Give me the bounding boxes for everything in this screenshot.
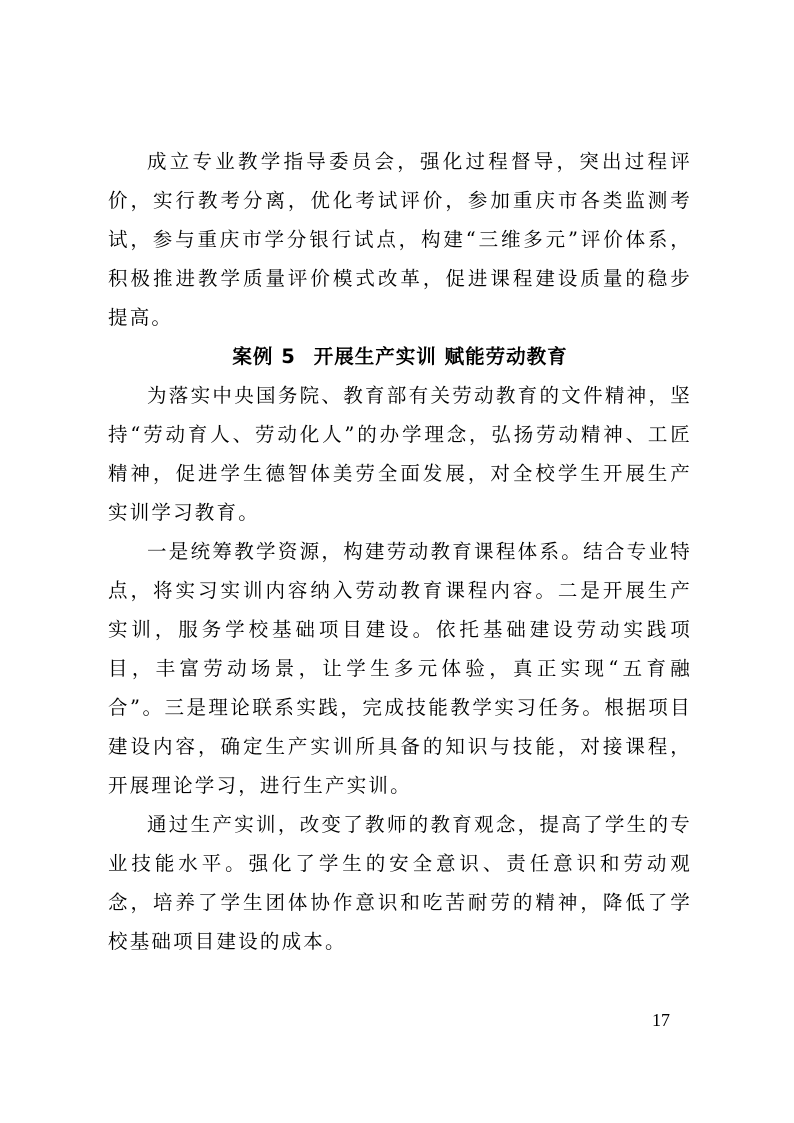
paragraph-intro: 为落实中央国务院、教育部有关劳动教育的文件精神，坚持“劳动育人、劳动化人”的办学理念，弘扬劳动精神、工匠精神，促进学生德智体美劳全面发展，对全校学生开展生产实训学习教育。: [108, 384, 692, 524]
case-title-part2: 赋能劳动教育: [444, 345, 568, 368]
page-number: 17: [652, 1010, 670, 1030]
document-page: [108, 142, 692, 961]
paragraph-measures: 一是统筹教学资源，构建劳动教育课程体系。结合专业特点，将实习实训内容纳入劳动教育课程内容。二是开展生产实训，服务学校基础项目建设。依托基础建设劳动实践项目，丰富劳动场景，让学生多元体验，真正实现“五育融合”。三是理论联系实践，完成技能教学实习任务。根据项目建设内容，确定生产实训所具备的知识与技能，对接课程，开展理论学习，进行生产实训。: [108, 540, 692, 797]
case-title-part1: 开展生产实训: [313, 345, 437, 368]
case-heading: [108, 337, 692, 376]
case-label: 案例 5: [232, 345, 296, 368]
paragraph-results: 通过生产实训，改变了教师的教育观念，提高了学生的专业技能水平。强化了学生的安全意识、责任意识和劳动观念，培养了学生团体协作意识和吃苦耐劳的精神，降低了学校基础项目建设的成本。: [108, 813, 692, 953]
paragraph-evaluation-reform: 成立专业教学指导委员会，强化过程督导，突出过程评价，实行教考分离，优化考试评价，参加重庆市各类监测考试，参与重庆市学分银行试点，构建“三维多元”评价体系，积极推进教学质量评价模式改革，促进课程建设质量的稳步提高。: [108, 150, 692, 329]
